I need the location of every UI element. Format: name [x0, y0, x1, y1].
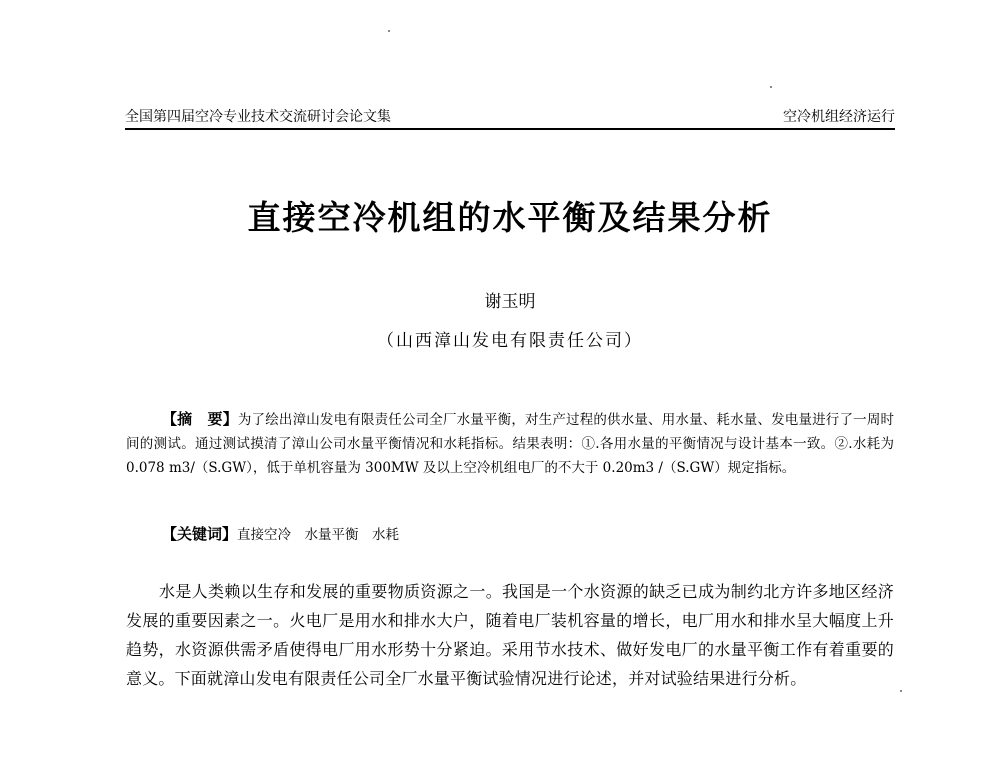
running-header — [125, 104, 895, 126]
header-proceedings-title: 全国第四届空冷专业技术交流研讨会论文集 — [125, 109, 391, 125]
body-paragraph: 水是人类赖以生存和发展的重要物质资源之一。我国是一个水资源的缺乏已成为制约北方许多地区经济发展的重要因素之一。火电厂是用水和排水大户，随着电厂装机容量的增长，电厂用水和排水呈大幅度上升趋势，水资源供需矛盾使得电厂用水形势十分紧迫。采用节水技术、做好发电厂的水量平衡工作有着重要的意义。下面就漳山发电有限责任公司全厂水量平衡试验情况进行论述，并对试验结果进行分析。 — [126, 582, 894, 688]
abstract-block — [126, 407, 894, 480]
author-name: 谢玉明 — [484, 292, 536, 312]
abstract-label: 【摘 要】 — [162, 410, 238, 428]
scan-speck — [770, 86, 772, 88]
keywords-label: 【关键词】 — [162, 525, 238, 543]
scan-speck — [388, 30, 390, 32]
keywords-block — [162, 522, 892, 547]
author-affiliation: （山西漳山发电有限责任公司） — [377, 331, 643, 351]
keywords-text: 直接空冷 水量平衡 水耗 — [237, 527, 400, 543]
header-section-title: 空冷机组经济运行 — [783, 109, 895, 125]
header-rule — [125, 128, 895, 130]
scan-speck — [900, 690, 902, 692]
paper-title: 直接空冷机组的水平衡及结果分析 — [247, 198, 773, 237]
abstract-text: 为了绘出漳山发电有限责任公司全厂水量平衡，对生产过程的供水量、用水量、耗水量、发电量进行了一周时间的测试。通过测试摸清了漳山公司水量平衡情况和水耗指标。结果表明：①.各用水量的平衡情况与设计基本一致。②.水耗为 0.078 m3/（S.GW），低于单机容量为 300MW 及以上空冷机组电厂的不大于 0.20m3 /（S.GW）规定指标。 — [126, 412, 894, 476]
